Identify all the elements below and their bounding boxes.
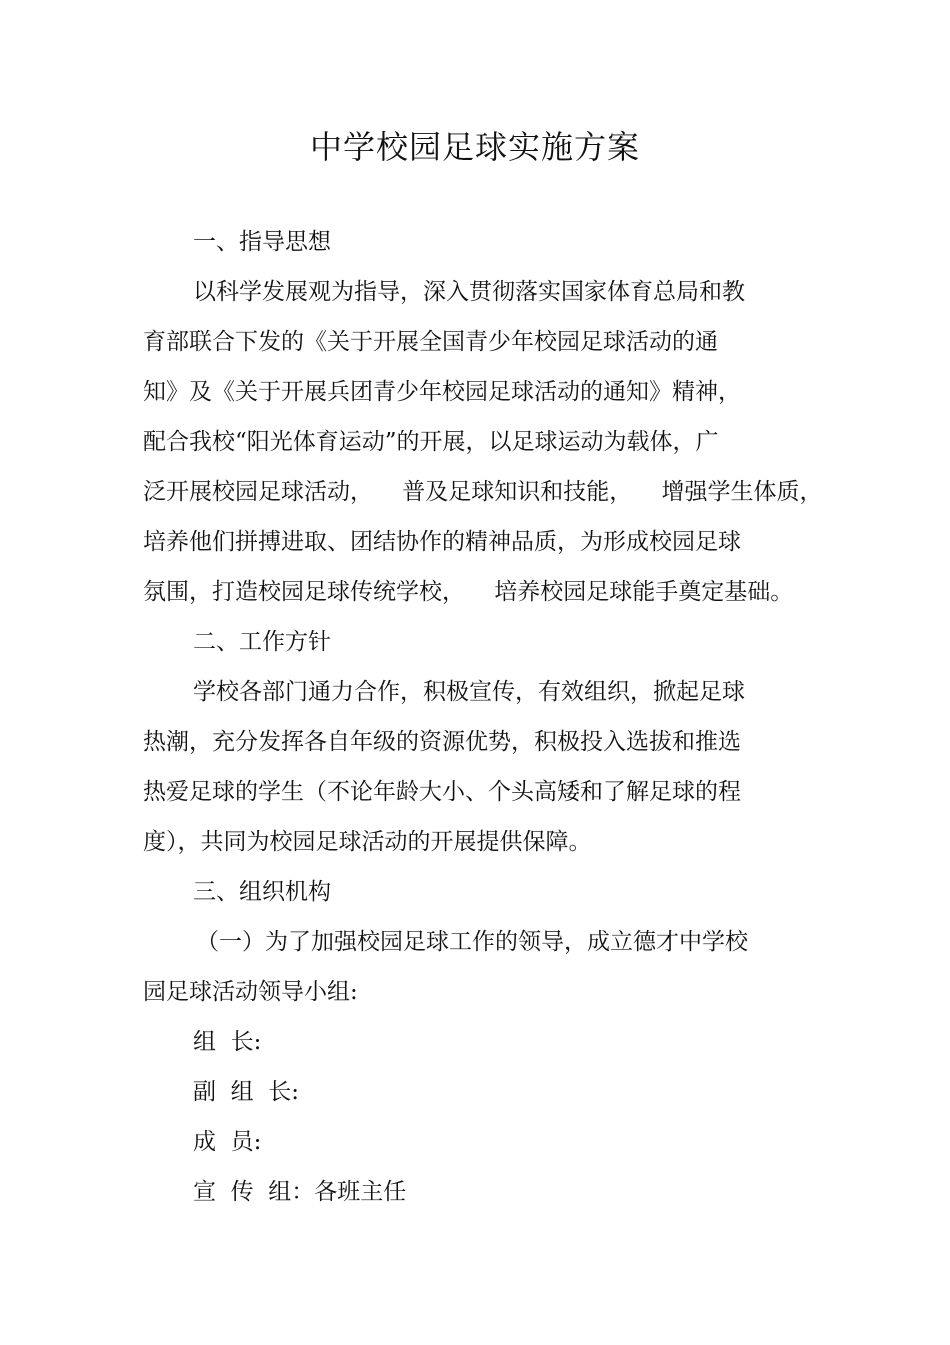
paragraph-line: 培养他们拼搏进取、团结协作的精神品质，为形成校园足球 <box>143 529 741 555</box>
role-group-leader: 组 长: <box>193 1029 262 1055</box>
paragraph-line: 热潮，充分发挥各自年级的资源优势，积极投入选拔和推选 <box>143 729 741 755</box>
paragraph-line: 氛围，打造校园足球传统学校， 培养校园足球能手奠定基础。 <box>143 579 794 605</box>
paragraph-line: 度），共同为校园足球活动的开展提供保障。 <box>143 829 592 855</box>
paragraph-line: 泛开展校园足球活动， 普及足球知识和技能， 增强学生体质， <box>143 479 823 505</box>
document-title: 中学校园足球实施方案 <box>309 128 640 166</box>
role-publicity-group: 宣 传 组：各班主任 <box>193 1179 407 1205</box>
paragraph-line: （一）为了加强校园足球工作的领导，成立德才中学校 <box>196 929 748 955</box>
paragraph-line: 配合我校“阳光体育运动”的开展，以足球运动为载体，广 <box>143 429 719 455</box>
paragraph-line: 热爱足球的学生（不论年龄大小、个头高矮和了解足球的程 <box>143 779 741 805</box>
paragraph-line: 知》及《关于开展兵团青少年校园足球活动的通知》精神， <box>143 379 741 405</box>
section-heading-organization: 三、组织机构 <box>193 879 331 905</box>
paragraph-line: 园足球活动领导小组: <box>143 979 358 1005</box>
paragraph-line: 育部联合下发的《关于开展全国青少年校园足球活动的通 <box>143 329 718 355</box>
role-deputy-leader: 副 组 长: <box>193 1079 299 1105</box>
section-heading-guiding-ideology: 一、指导思想 <box>193 229 331 255</box>
paragraph-line: 以科学发展观为指导，深入贯彻落实国家体育总局和教 <box>193 279 745 305</box>
paragraph-line: 学校各部门通力合作，积极宣传，有效组织，掀起足球 <box>193 679 745 705</box>
role-members: 成 员: <box>193 1129 262 1155</box>
section-heading-work-policy: 二、工作方针 <box>193 629 331 655</box>
